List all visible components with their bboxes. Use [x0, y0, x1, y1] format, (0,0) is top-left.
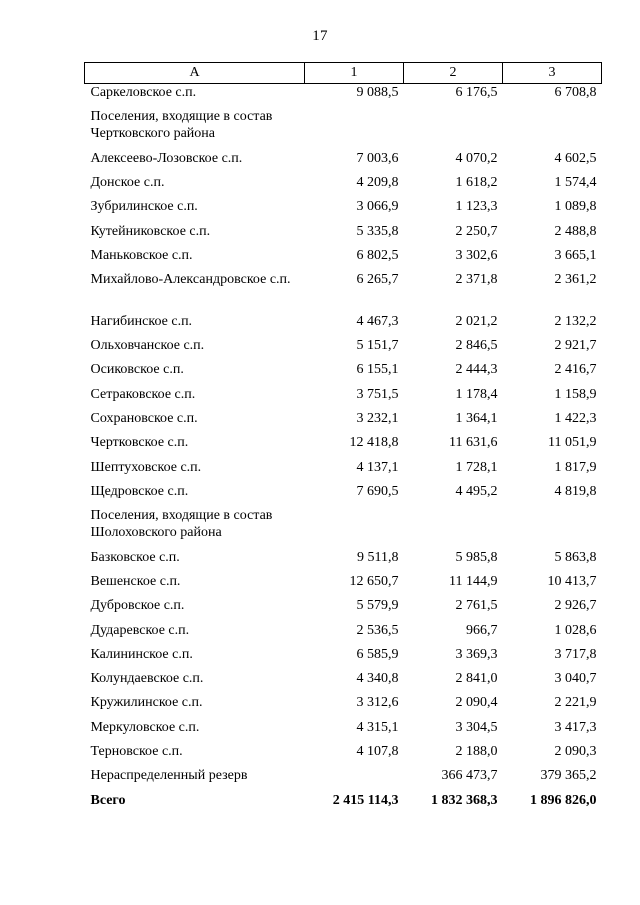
value-col-3: 3 040,7 — [554, 671, 597, 687]
table-row — [85, 670, 602, 694]
value-col-3: 6 708,8 — [554, 85, 597, 100]
value-col-2: 3 369,3 — [455, 646, 498, 662]
table-row — [85, 174, 602, 198]
value-col-2: 3 304,5 — [455, 719, 498, 735]
settlement-name: Дударевское с.п. — [90, 622, 190, 638]
settlement-name: Маньковское с.п. — [90, 247, 193, 263]
value-col-2: 2 846,5 — [455, 338, 498, 354]
value-col-1: 5 335,8 — [356, 223, 399, 239]
value-col-3: 5 863,8 — [554, 549, 597, 565]
table-row — [85, 694, 602, 718]
page-number: 17 — [312, 28, 328, 44]
value-col-1: 6 265,7 — [356, 272, 399, 288]
value-col-2: 2 841,0 — [455, 671, 498, 687]
settlement-name: Зубрилинское с.п. — [90, 199, 198, 215]
value-col-2: 4 070,2 — [455, 150, 498, 166]
value-col-3: 1 158,9 — [554, 386, 597, 402]
total-label: Всего — [90, 792, 126, 808]
table-row — [85, 434, 602, 458]
value-col-1: 4 315,1 — [356, 719, 399, 735]
settlement-name: Ольховчанское с.п. — [90, 338, 205, 354]
district-group-row — [85, 507, 602, 549]
settlement-name: Калининское с.п. — [90, 646, 193, 662]
table-row — [85, 573, 602, 597]
value-col-1 — [305, 767, 404, 791]
table-row — [85, 337, 602, 361]
value-col-1: 12 418,8 — [349, 435, 399, 451]
column-header-3: 3 — [503, 63, 602, 84]
value-col-1: 6 585,9 — [356, 646, 399, 662]
value-col-1: 4 209,8 — [356, 175, 399, 191]
settlement-name: Терновское с.п. — [90, 744, 183, 760]
value-col-3: 1 028,6 — [554, 622, 597, 638]
value-col-3: 379 365,2 — [540, 768, 597, 784]
settlement-name: Колундаевское с.п. — [90, 671, 204, 687]
value-col-3: 4 819,8 — [554, 483, 597, 499]
table-row — [85, 84, 602, 109]
value-col-1 — [305, 507, 404, 549]
value-col-2: 2 444,3 — [455, 362, 498, 378]
settlement-name: Саркеловское с.п. — [90, 85, 197, 100]
value-col-1: 6 802,5 — [356, 247, 399, 263]
value-col-3: 3 417,3 — [554, 719, 597, 735]
table-row — [85, 622, 602, 646]
value-col-1: 7 690,5 — [356, 483, 399, 499]
value-col-1 — [305, 108, 404, 150]
value-col-2: 11 631,6 — [449, 435, 498, 451]
settlement-name: Щедровское с.п. — [90, 483, 189, 499]
table-row — [85, 483, 602, 507]
value-col-3: 3 717,8 — [554, 646, 597, 662]
table-row — [85, 410, 602, 434]
value-col-2: 5 985,8 — [455, 549, 498, 565]
settlement-name: Сохрановское с.п. — [90, 410, 198, 426]
value-col-2: 1 123,3 — [455, 199, 498, 215]
total-value-col-2: 1 832 368,3 — [431, 792, 498, 808]
district-group-row — [85, 108, 602, 150]
settlement-name: Шептуховское с.п. — [90, 459, 202, 475]
value-col-1: 3 312,6 — [356, 695, 399, 711]
value-col-3 — [503, 108, 602, 150]
value-col-1: 5 579,9 — [356, 598, 399, 614]
value-col-3 — [503, 507, 602, 549]
reserve-row — [85, 767, 602, 791]
value-col-2: 366 473,7 — [441, 768, 498, 784]
value-col-3: 11 051,9 — [548, 435, 597, 451]
value-col-1: 9 511,8 — [357, 549, 399, 565]
table-header — [85, 63, 602, 84]
value-col-2: 1 728,1 — [455, 459, 498, 475]
settlement-name: Донское с.п. — [90, 175, 165, 191]
total-row — [85, 792, 602, 816]
header-row — [85, 63, 602, 84]
table-row — [85, 743, 602, 767]
value-col-1: 4 340,8 — [356, 671, 399, 687]
table-row — [85, 459, 602, 483]
value-col-1: 9 088,5 — [356, 85, 399, 100]
value-col-2: 4 495,2 — [455, 483, 498, 499]
value-col-3: 1 817,9 — [554, 459, 597, 475]
table-row — [85, 198, 602, 222]
value-col-2: 1 618,2 — [455, 175, 498, 191]
settlement-name: Чертковское с.п. — [90, 435, 189, 451]
table-row — [85, 719, 602, 743]
value-col-3: 1 422,3 — [554, 410, 597, 426]
value-col-1: 4 467,3 — [356, 313, 399, 329]
settlement-name: Кружилинское с.п. — [90, 695, 203, 711]
value-col-1: 7 003,6 — [356, 150, 399, 166]
settlement-name: Базковское с.п. — [90, 549, 180, 565]
settlement-name: Михайлово-Александровское с.п. — [90, 272, 291, 288]
value-col-2: 2 761,5 — [455, 598, 498, 614]
budget-table — [84, 62, 602, 816]
table-row — [85, 313, 602, 337]
settlement-name: Осиковское с.п. — [90, 362, 184, 378]
table-row — [85, 361, 602, 385]
value-col-1: 5 151,7 — [356, 338, 399, 354]
district-group-heading: Поселения, входящие в состав Чертковского района — [90, 109, 273, 142]
table-row — [85, 646, 602, 670]
settlement-name: Кутейниковское с.п. — [90, 223, 211, 239]
value-col-2: 2 371,8 — [455, 272, 498, 288]
value-col-3: 10 413,7 — [547, 573, 597, 589]
table-row — [85, 247, 602, 271]
value-col-1: 4 107,8 — [356, 744, 399, 760]
column-header-2: 2 — [404, 63, 503, 84]
value-col-2: 11 144,9 — [449, 573, 498, 589]
value-col-1: 3 232,1 — [356, 410, 399, 426]
value-col-2: 1 178,4 — [455, 386, 498, 402]
value-col-1: 6 155,1 — [356, 362, 399, 378]
column-header-a: А — [85, 63, 305, 84]
value-col-1: 12 650,7 — [349, 573, 399, 589]
value-col-3: 2 361,2 — [554, 272, 597, 288]
value-col-3: 1 574,4 — [554, 175, 597, 191]
table-row — [85, 549, 602, 573]
value-col-2: 2 021,2 — [455, 313, 498, 329]
settlement-name: Вешенское с.п. — [90, 573, 181, 589]
settlement-name: Нагибинское с.п. — [90, 313, 193, 329]
table-row — [85, 386, 602, 410]
value-col-1: 3 066,9 — [356, 199, 399, 215]
table-row — [85, 223, 602, 247]
value-col-1: 4 137,1 — [356, 459, 399, 475]
value-col-1: 3 751,5 — [356, 386, 399, 402]
settlement-name: Сетраковское с.п. — [90, 386, 196, 402]
value-col-2: 2 090,4 — [455, 695, 498, 711]
value-col-3: 2 090,3 — [554, 744, 597, 760]
total-value-col-3: 1 896 826,0 — [530, 792, 597, 808]
value-col-2 — [404, 108, 503, 150]
total-value-col-1: 2 415 114,3 — [332, 792, 399, 808]
value-col-2: 6 176,5 — [455, 85, 498, 100]
value-col-2 — [404, 507, 503, 549]
reserve-label: Нераспределенный резерв — [90, 768, 248, 784]
value-col-3: 2 221,9 — [554, 695, 597, 711]
value-col-2: 2 188,0 — [455, 744, 498, 760]
settlement-name: Дубровское с.п. — [90, 598, 185, 614]
value-col-3: 2 488,8 — [554, 223, 597, 239]
table-row — [85, 271, 602, 313]
settlement-name: Меркуловское с.п. — [90, 719, 200, 735]
settlement-name: Алексеево-Лозовское с.п. — [90, 150, 243, 166]
value-col-3: 2 416,7 — [554, 362, 597, 378]
table-row — [85, 597, 602, 621]
value-col-2: 2 250,7 — [455, 223, 498, 239]
value-col-2: 1 364,1 — [455, 410, 498, 426]
value-col-3: 1 089,8 — [554, 199, 597, 215]
district-group-heading: Поселения, входящие в состав Шолоховского района — [90, 508, 273, 541]
value-col-3: 4 602,5 — [554, 150, 597, 166]
value-col-2: 966,7 — [466, 622, 498, 638]
column-header-1: 1 — [305, 63, 404, 84]
value-col-3: 2 926,7 — [554, 598, 597, 614]
value-col-3: 2 921,7 — [554, 338, 597, 354]
table-row — [85, 150, 602, 174]
value-col-3: 3 665,1 — [554, 247, 597, 263]
value-col-2: 3 302,6 — [455, 247, 498, 263]
value-col-3: 2 132,2 — [554, 313, 597, 329]
value-col-1: 2 536,5 — [356, 622, 399, 638]
